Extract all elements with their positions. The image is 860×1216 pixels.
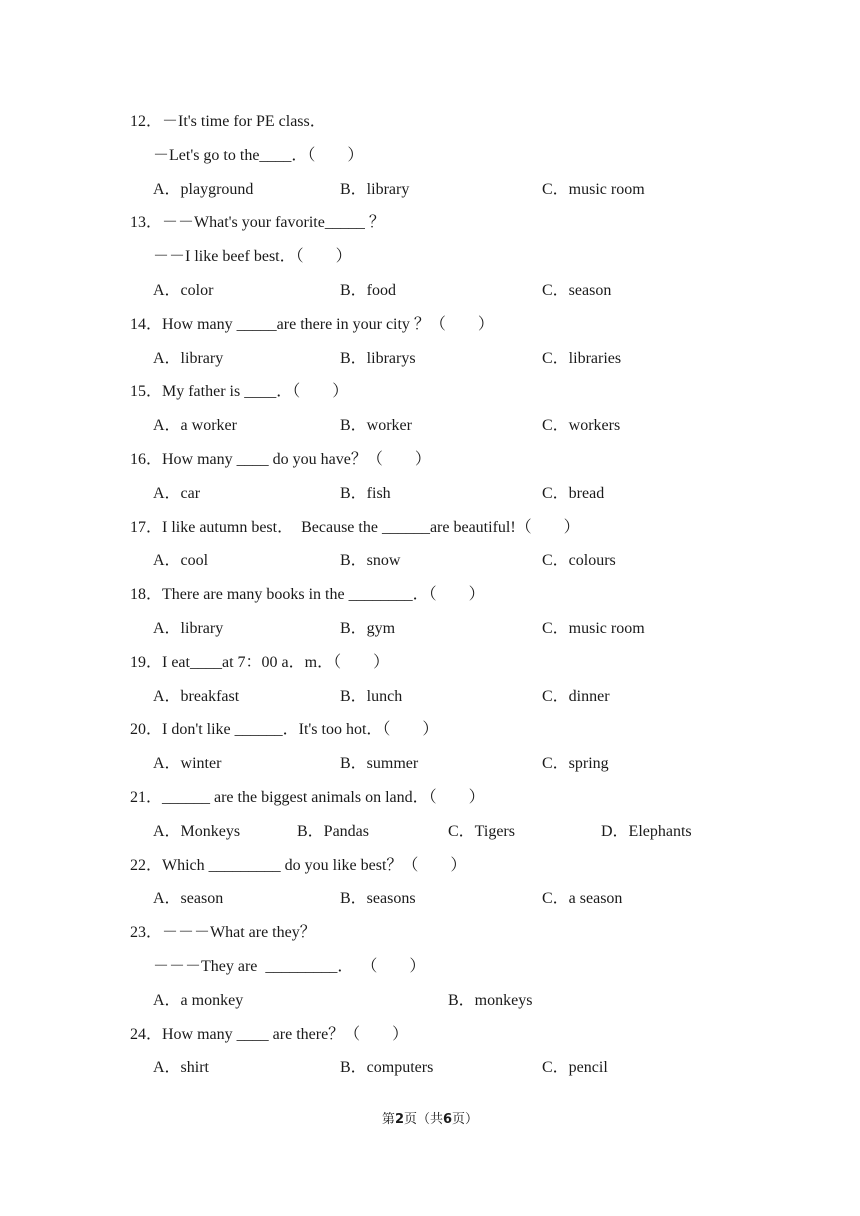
answer-option: C．music room (542, 180, 645, 198)
question-text: 19．I eat____at 7：00 a．m．（ ） (130, 653, 390, 671)
answer-option: B．worker (340, 417, 412, 435)
footer-prefix: 第 (381, 1112, 395, 1127)
answer-option: A．library (153, 349, 224, 367)
answer-option: C．workers (542, 417, 621, 435)
answer-option: B．library (340, 180, 410, 198)
answer-option: D．Elephants (601, 822, 692, 840)
question-text: 21．______ are the biggest animals on land．（ ） (130, 789, 485, 806)
footer-total-pages: 6 (443, 1112, 453, 1127)
answer-option: B．seasons (340, 890, 416, 908)
question-text: 17．I like autumn best． Because the ______are beautiful!（ ） (130, 518, 580, 536)
answer-option: A．season (153, 890, 224, 908)
answer-option: A．winter (153, 755, 222, 773)
answer-option: A．car (153, 484, 201, 502)
question-text: 18．There are many books in the ________．（ ） (130, 586, 485, 604)
answer-option: B．Pandas (297, 822, 370, 840)
answer-option: A．color (153, 282, 214, 299)
answer-option: B．computers (340, 1059, 434, 1077)
answer-option: B．librarys (340, 349, 416, 367)
answer-option: C．bread (542, 484, 605, 502)
answer-option: B．snow (340, 552, 401, 570)
page-footer (0, 1111, 860, 1129)
answer-option: A．breakfast (153, 687, 240, 705)
answer-option: B．gym (340, 620, 396, 637)
footer-middle: 页（共 (403, 1112, 443, 1127)
question-text-continued: －－I like beef best．（ ） (153, 248, 352, 266)
question-text: 22．Which _________ do you like best？（ ） (130, 856, 467, 874)
answer-option: B．monkeys (448, 991, 533, 1009)
footer-page-number: 2 (394, 1112, 404, 1127)
answer-option: A．a worker (153, 417, 237, 435)
answer-option: C．colours (542, 552, 616, 570)
answer-option: B．lunch (340, 687, 403, 705)
answer-option: C．spring (542, 755, 609, 773)
answer-option: C．libraries (542, 349, 622, 367)
answer-option: A．a monkey (153, 991, 244, 1009)
answer-option: A．cool (153, 552, 209, 570)
answer-option: C．pencil (542, 1059, 608, 1077)
question-text: 24．How many ____ are there？（ ） (130, 1025, 409, 1043)
question-text: 15．My father is ____．（ ） (130, 383, 349, 401)
answer-option: B．summer (340, 755, 419, 773)
footer-suffix: 页） (452, 1112, 479, 1127)
question-text-continued: －－－They are _________． （ ） (153, 958, 426, 975)
answer-option: C．Tigers (448, 822, 515, 840)
question-text: 16．How many ____ do you have？（ ） (130, 451, 431, 468)
question-text: 23．－－－What are they？ (130, 924, 316, 942)
answer-option: B．food (340, 282, 397, 299)
answer-option: C．dinner (542, 687, 610, 705)
answer-option: C．music room (542, 620, 645, 637)
answer-option: C．season (542, 282, 612, 299)
answer-option: A．playground (153, 180, 254, 198)
question-text: 12．－It's time for PE class． (130, 113, 326, 130)
question-text: 14．How many _____are there in your city ？（ ） (130, 315, 494, 333)
question-text: 20．I don't like ______．It's too hot．（ ） (130, 721, 439, 739)
question-text: 13．－－What's your favorite_____ ？ (130, 214, 385, 232)
answer-option: A．shirt (153, 1059, 210, 1077)
answer-option: B．fish (340, 484, 391, 502)
answer-option: A．library (153, 620, 224, 637)
answer-option: C．a season (542, 890, 623, 908)
question-text-continued: －Let's go to the____．（ ） (153, 146, 364, 164)
answer-option: A．Monkeys (153, 822, 241, 840)
